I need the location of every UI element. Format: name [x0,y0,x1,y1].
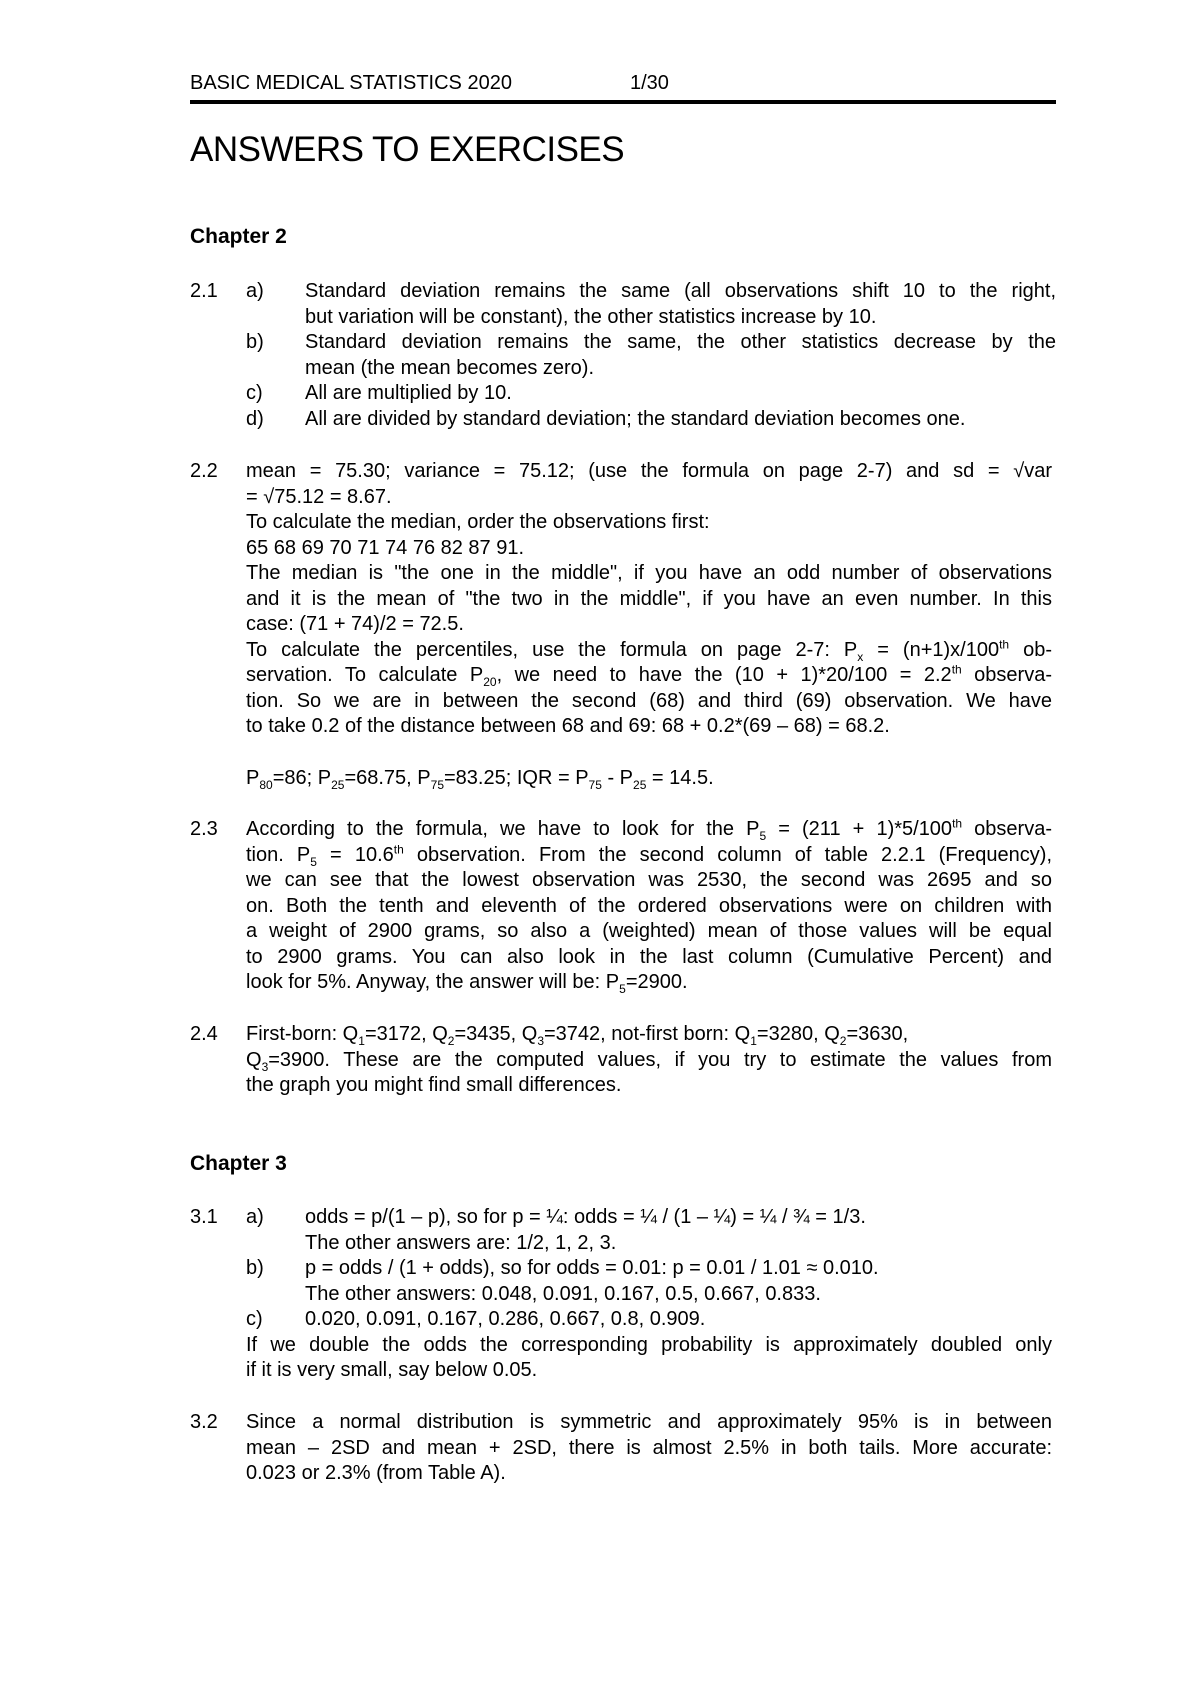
page-header [190,70,1056,104]
answer-line: Since a normal distribution is symmetric and approximately 95% is in between [246,1411,1052,1433]
answer-line: = √75.12 = 8.67. [246,486,392,508]
answer-line: If we double the odds the corresponding probability is approximately doubled only [246,1334,1052,1356]
item-label: b) [246,331,264,353]
answer-line: The other answers are: 1/2, 1, 2, 3. [305,1232,617,1254]
item-label: a) [246,280,264,302]
answer-line: on. Both the tenth and eleventh of the ordered observations were on children with [246,895,1052,917]
answer-line: 65 68 69 70 71 74 76 82 87 91. [246,537,525,559]
answer-line: mean (the mean becomes zero). [305,357,595,379]
answer-line: servation. To calculate $P_{20}$, we need to have the (10 + 1)*20/100 = 2.2th observa- [246,662,1052,689]
header-page-number: 1/30 [630,72,669,94]
chapter-3-heading: Chapter 3 [190,1152,287,1175]
answer-line: case: (71 + 74)/2 = 72.5. [246,613,464,635]
item-label: c) [246,1308,263,1330]
answer-line: All are multiplied by 10. [305,382,512,404]
answer-line: The median is "the one in the middle", if you have an odd number of observations [246,562,1052,584]
answer-line: First-born: $Q_1=3172$, $Q_2=3435$, $Q_3=3742$, not-first born: $Q_1=3280$, $Q_2=3630$, [246,1023,909,1048]
chapter-2-heading: Chapter 2 [190,225,287,248]
answer-line: the graph you might find small differences. [246,1074,622,1096]
answer-line: and it is the mean of "the two in the middle", if you have an even number. In this [246,588,1052,610]
answer-line: if it is very small, say below 0.05. [246,1359,538,1381]
answer-line: look for 5%. Anyway, the answer will be: $P_5=2900$. [246,971,688,996]
answer-line: The other answers: 0.048, 0.091, 0.167, 0.5, 0.667, 0.833. [305,1283,821,1305]
answer-line: To calculate the median, order the observations first: [246,511,710,533]
answer-line: odds = p/(1 – p), so for p = ¼: odds = ¼ / (1 – ¼) = ¼ / ¾ = 1/3. [305,1206,866,1228]
answer-line: Standard deviation remains the same, the other statistics decrease by the [305,331,1056,353]
question-3-2-number: 3.2 [190,1411,218,1433]
answer-line: 0.023 or 2.3% (from Table A). [246,1462,506,1484]
answer-line: To calculate the percentiles, use the formula on page 2-7: $P_x = (n+1)x/100th$ ob- [246,637,1053,664]
answer-line: to take 0.2 of the distance between 68 and 69: 68 + 0.2*(69 – 68) = 68.2. [246,715,890,737]
question-2-4-number: 2.4 [190,1023,218,1045]
item-label: d) [246,408,264,430]
answer-line: All are divided by standard deviation; the standard deviation becomes one. [305,408,966,430]
question-2-3-number: 2.3 [190,818,218,840]
answer-line: mean – 2SD and mean + 2SD, there is almost 2.5% in both tails. More accurate: [246,1437,1052,1459]
answer-line: we can see that the lowest observation was 2530, the second was 2695 and so [246,869,1052,891]
answer-line: mean = 75.30; variance = 75.12; (use the formula on page 2-7) and sd = √var [246,460,1052,482]
item-label: b) [246,1257,264,1279]
answer-line: tion. So we are in between the second (68) and third (69) observation. We have [246,690,1052,712]
answer-line: but variation will be constant), the other statistics increase by 10. [305,306,877,328]
question-3-1-number: 3.1 [190,1206,218,1228]
answer-line: 0.020, 0.091, 0.167, 0.286, 0.667, 0.8, 0.909. [305,1308,706,1330]
item-label: a) [246,1206,264,1228]
item-label: c) [246,382,263,404]
answer-line: Standard deviation remains the same (all observations shift 10 to the right, [305,280,1056,302]
header-title: BASIC MEDICAL STATISTICS 2020 [190,72,512,94]
answer-line: $P_{80}=86$; $P_{25}=68.75$, $P_{75}=83.25$; IQR = $P_{75} - P_{25} = 14.5$. [246,767,714,792]
answer-line: tion. $P_5 = 10.6th$ observation. From the second column of table 2.2.1 (Frequency), [246,842,1053,869]
document-title: ANSWERS TO EXERCISES [190,130,625,169]
answer-line: a weight of 2900 grams, so also a (weighted) mean of those values will be equal [246,920,1052,942]
question-2-2-number: 2.2 [190,460,218,482]
answer-line: p = odds / (1 + odds), so for odds = 0.01: p = 0.01 / 1.01 ≈ 0.010. [305,1257,879,1279]
answer-line: $Q_3=3900$. These are the computed values, if you try to estimate the values from [246,1049,1052,1074]
answer-line: According to the formula, we have to look for the $P_5 = (211 + 1)*5/100th$ observa- [246,816,1052,843]
answer-line: to 2900 grams. You can also look in the last column (Cumulative Percent) and [246,946,1052,968]
question-2-1-number: 2.1 [190,280,218,302]
